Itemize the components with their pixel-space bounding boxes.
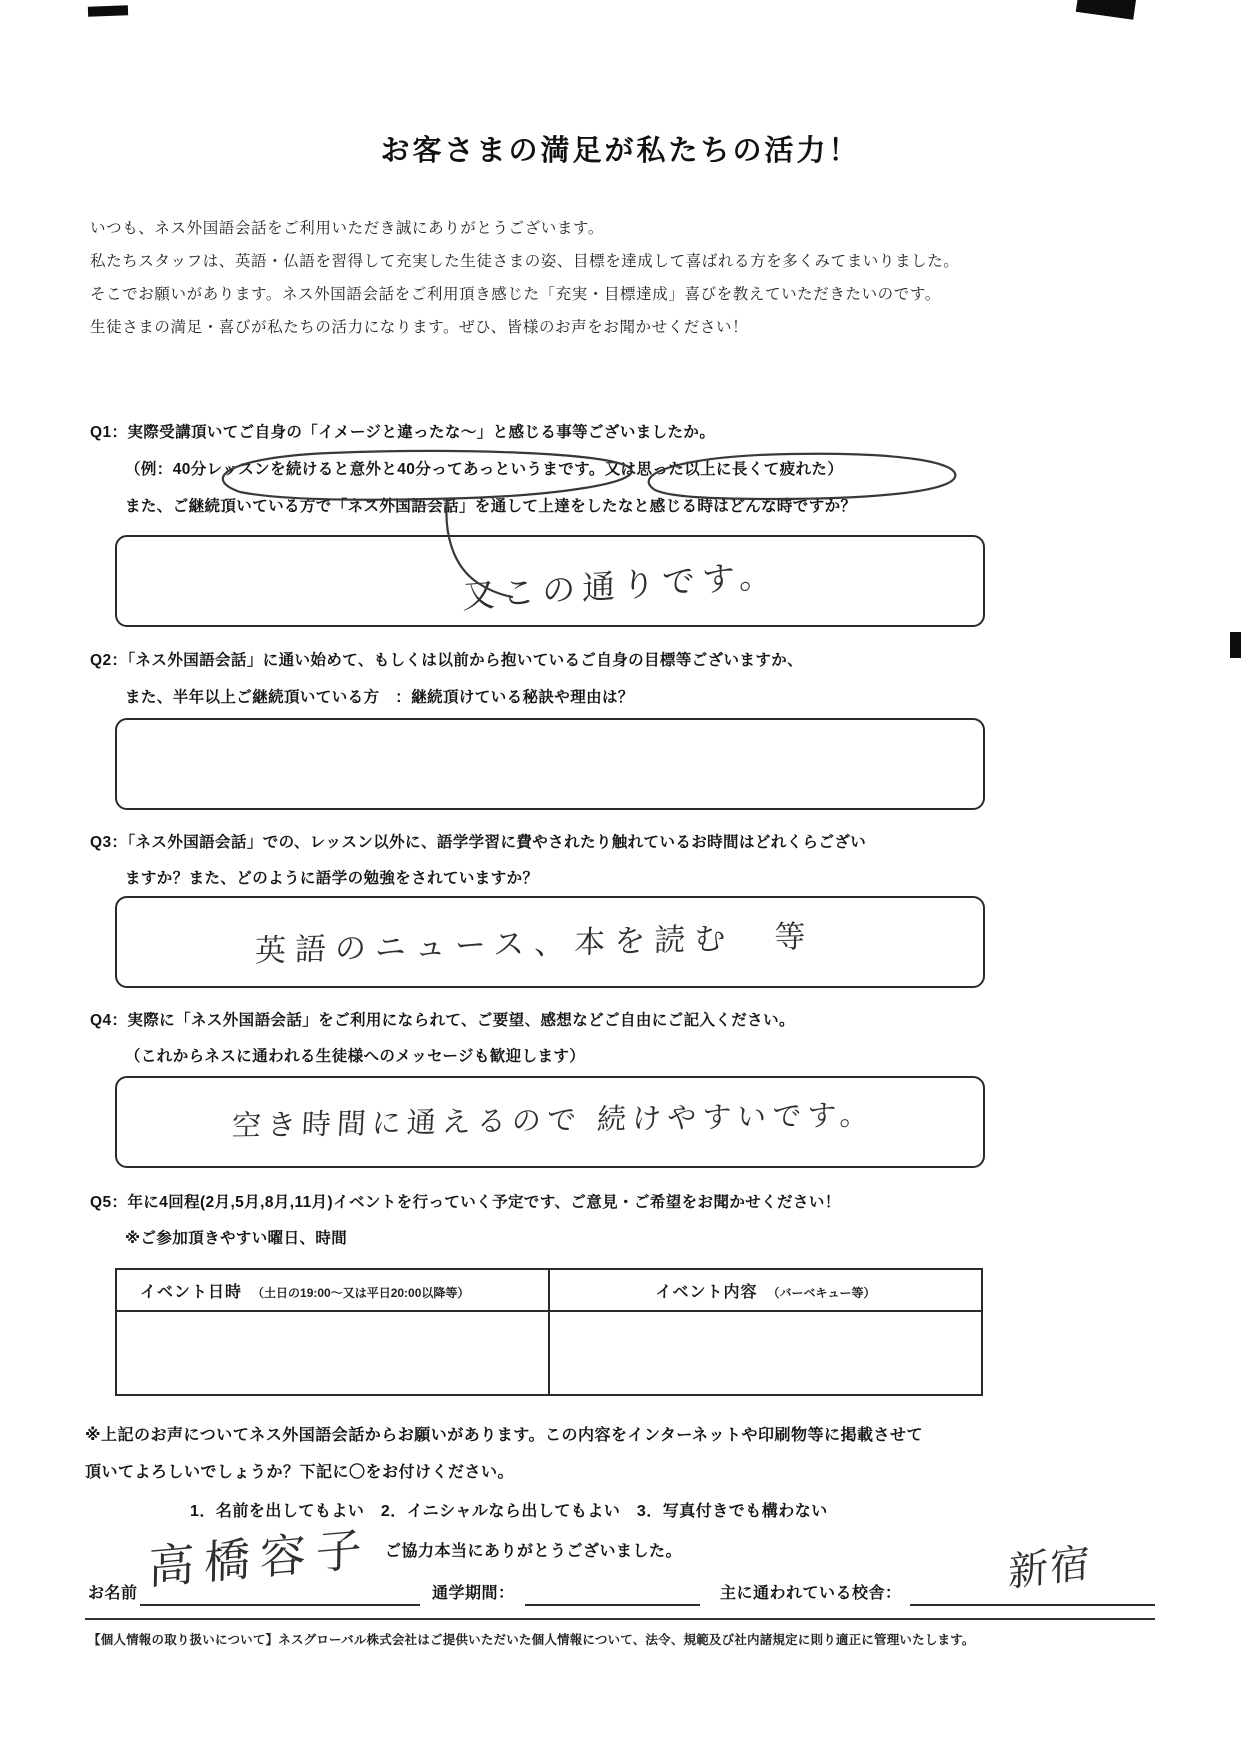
intro-line: そこでお願いがあります。ネス外国語会話をご利用頂き感じた「充実・目標達成」喜びを教えていただきたいのです。 (90, 286, 941, 303)
event-content-cell (549, 1311, 982, 1395)
q4-question-line2: （これからネスに通われる生徒様へのメッセージも歓迎します） (125, 1048, 586, 1065)
q1-question-line2: （例：40分レッスンを続けると意外と40分ってあっというまです。又は思った以上に長くて疲れた） (125, 461, 844, 478)
q2-answer-box (115, 718, 985, 810)
scan-mark-top-right (1076, 0, 1136, 20)
thanks-line: ご協力本当にありがとうございました。 (385, 1543, 683, 1560)
q3-handwritten-answer: 英語のニュース、本を読む 等 (254, 918, 815, 970)
name-underline (140, 1604, 420, 1606)
q3-question-line1: Q3：「ネス外国語会話」での、レッスン以外に、語学学習に費やされたり触れているお時間はどれくらござい (90, 834, 867, 851)
permission-line2: 頂いてよろしいでしょうか？下記に〇をお付けください。 (85, 1464, 515, 1481)
publish-options: 1．名前を出してもよい 2．イニシャルなら出してもよい 3．写真付きでも構わない (190, 1503, 828, 1520)
scan-mark-right-edge (1230, 632, 1241, 658)
event-datetime-title: イベント日時 (140, 1283, 243, 1301)
page-title: お客さまの満足が私たちの活力！ (380, 135, 861, 167)
handwritten-school: 新宿 (1007, 1539, 1093, 1597)
intro-line: いつも、ネス外国語会話をご利用いただき誠にありがとうございます。 (90, 220, 604, 237)
privacy-notice: 【個人情報の取り扱いについて】ネスグローバル株式会社はご提供いただいた個人情報について、法令、規範及び社内諸規定に則り適正に管理いたします。 (88, 1633, 975, 1647)
scan-mark-top-left (88, 5, 128, 16)
q4-handwritten-answer: 空き時間に通えるので 続けやすいです。 (231, 1097, 876, 1143)
event-table-header-datetime (116, 1269, 549, 1311)
q2-question-line1: Q2：「ネス外国語会話」に通い始めて、もしくは以前から抱いているご自身の目標等ございますか、 (90, 652, 804, 669)
intro-paragraph (90, 220, 959, 352)
name-label: お名前 (88, 1585, 138, 1602)
event-datetime-note: （土日の19:00～又は平日20:00以降等） (252, 1285, 470, 1300)
q4-question-line1: Q4：実際に「ネス外国語会話」をご利用になられて、ご要望、感想などご自由にご記入ください。 (90, 1012, 795, 1029)
handwritten-name: 高橋容子 (147, 1521, 372, 1595)
permission-line1: ※上記のお声についてネス外国語会話からお願いがあります。この内容をインターネットや印刷物等に掲載させて (85, 1427, 924, 1444)
school-underline (910, 1604, 1155, 1606)
event-content-title: イベント内容 (655, 1283, 758, 1301)
intro-line: 私たちスタッフは、英語・仏語を習得して充実した生徒さまの姿、目標を達成して喜ばれる方を多くみてまいりました。 (90, 253, 960, 270)
q1-question-line1: Q1：実際受講頂いてご自身の「イメージと違ったな～」と感じる事等ございましたか。 (90, 424, 716, 441)
period-underline (525, 1604, 700, 1606)
event-datetime-cell (116, 1311, 549, 1395)
event-content-note: （バーベキュー等） (767, 1285, 876, 1300)
school-label: 主に通われている校舎： (720, 1585, 902, 1602)
intro-line: 生徒さまの満足・喜びが私たちの活力になります。ぜひ、皆様のお声をお聞かせください！ (90, 319, 749, 336)
q1-handwritten-answer: 又この通りです。 (462, 554, 779, 617)
q1-question-line3: また、ご継続頂いている方で「ネス外国語会話」を通して上達をしたなと感じる時はどんな時ですか？ (125, 498, 857, 515)
q3-question-line2: ますか？また、どのように語学の勉強をされていますか？ (125, 870, 539, 887)
footer-divider (85, 1618, 1155, 1620)
q5-question-line2: ※ご参加頂きやすい曜日、時間 (125, 1230, 348, 1247)
event-table-header-content (549, 1269, 982, 1311)
event-table (115, 1268, 983, 1396)
period-label: 通学期間： (432, 1585, 515, 1602)
q5-question-line1: Q5：年に4回程(2月,5月,8月,11月)イベントを行っていく予定です、ご意見・ご希望をお聞かせください！ (90, 1194, 841, 1211)
q2-question-line2: また、半年以上ご継続頂いている方 ：継続頂けている秘訣や理由は？ (125, 689, 634, 706)
